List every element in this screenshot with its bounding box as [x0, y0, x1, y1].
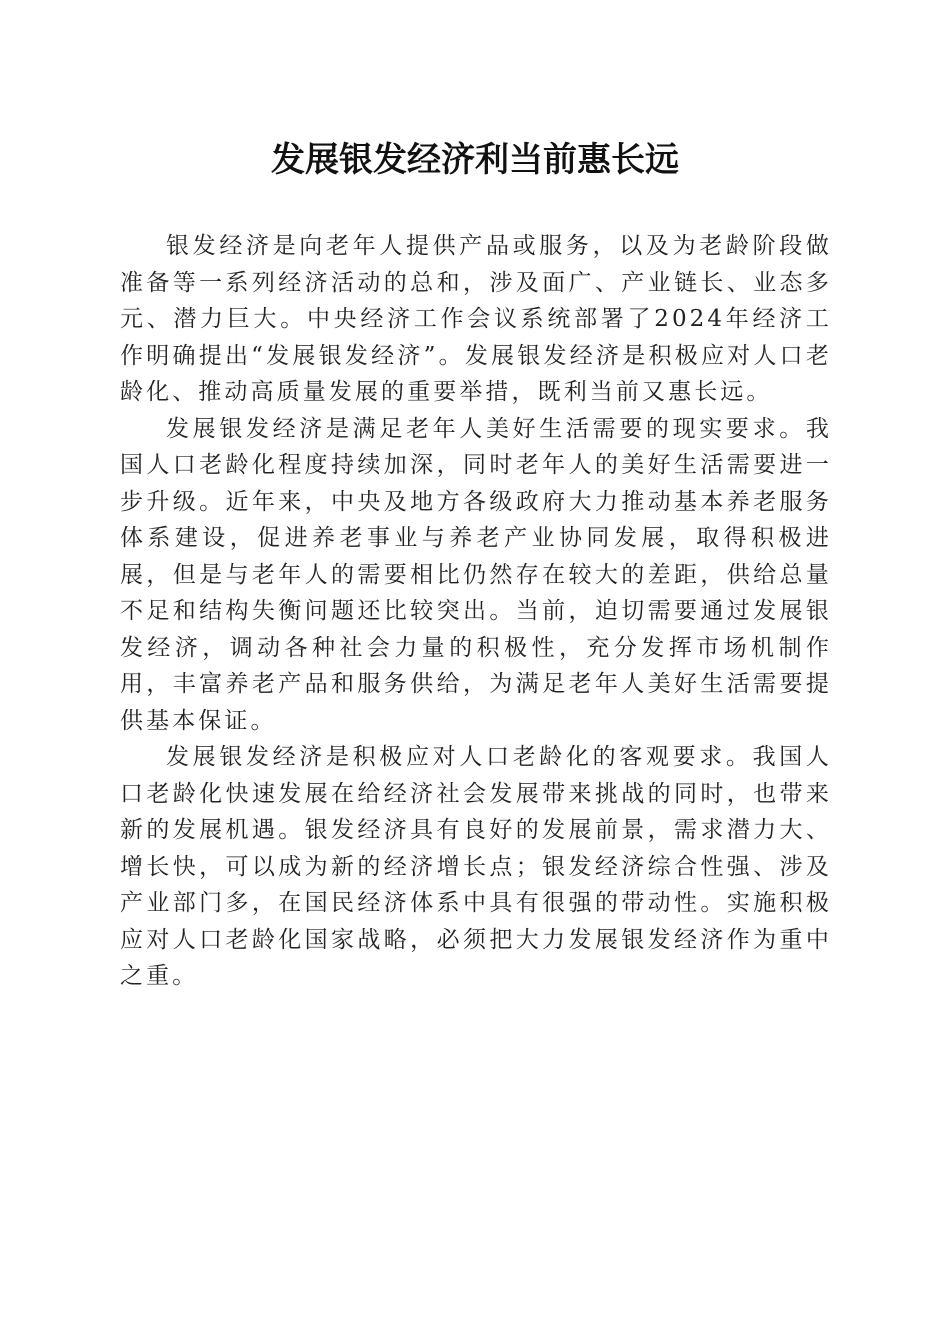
paragraph-population-aging: 发展银发经济是积极应对人口老龄化的客观要求。我国人口老龄化快速发展在给经济社会发展带来挑战的同时，也带来新的发展机遇。银发经济具有良好的发展前景，需求潜力大、增长快，可以成为新的经济增长点；银发经济综合性强、涉及产业部门多，在国民经济体系中具有很强的带动性。实施积极应对人口老龄化国家战略，必须把大力发展银发经济作为重中之重。	[120, 744, 832, 989]
document-title: 发展银发经济利当前惠长远	[271, 140, 679, 180]
paragraph-intro: 银发经济是向老年人提供产品或服务，以及为老龄阶段做准备等一系列经济活动的总和，涉及面广、产业链长、业态多元、潜力巨大。中央经济工作会议系统部署了2024年经济工作明确提出“发展银发经济”。发展银发经济是积极应对人口老龄化、推动高质量发展的重要举措，既利当前又惠长远。	[120, 233, 832, 405]
paragraph-elderly-needs: 发展银发经济是满足老年人美好生活需要的现实要求。我国人口老龄化程度持续加深，同时老年人的美好生活需要进一步升级。近年来，中央及地方各级政府大力推动基本养老服务体系建设，促进养老事业与养老产业协同发展，取得积极进展，但是与老年人的需要相比仍然存在较大的差距，供给总量不足和结构失衡问题还比较突出。当前，迫切需要通过发展银发经济，调动各种社会力量的积极性，充分发挥市场机制作用，丰富养老产品和服务供给，为满足老年人美好生活需要提供基本保证。	[120, 415, 832, 734]
document-body	[120, 228, 832, 995]
